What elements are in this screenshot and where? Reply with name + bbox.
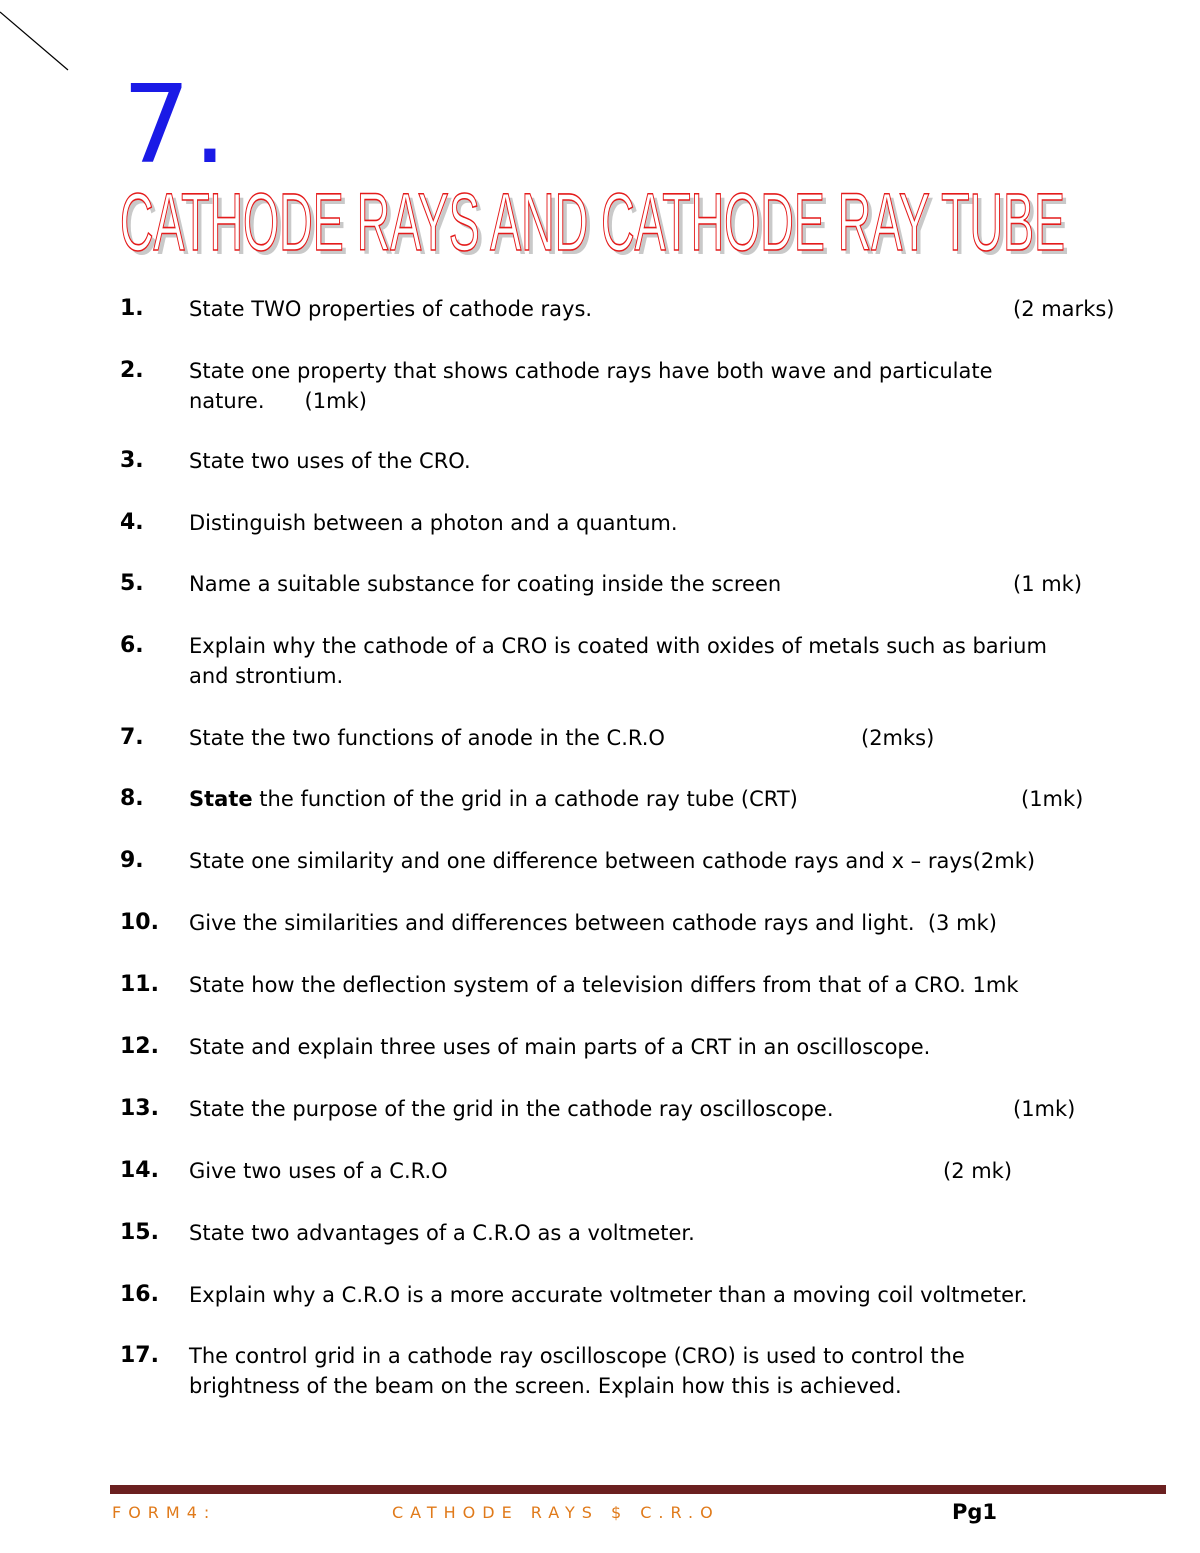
- question-number: 6.: [120, 633, 144, 658]
- question-12: [120, 1032, 1165, 1062]
- chapter-number: 7.: [122, 63, 230, 188]
- question-number: 12.: [120, 1034, 159, 1059]
- question-text: Give two uses of a C.R.O: [189, 1159, 448, 1183]
- question-11: [120, 970, 1165, 1000]
- question-text: State the two functions of anode in the C.R.O: [189, 726, 665, 750]
- question-marks: (1mk): [1021, 787, 1084, 811]
- footer-page-number: Pg1: [952, 1500, 998, 1524]
- question-text: Distinguish between a photon and a quantum.: [189, 511, 678, 535]
- question-bold-word: State: [189, 787, 253, 811]
- chapter-title-text: CATHODE RAYS AND CATHODE RAY TUBE: [120, 177, 1065, 262]
- question-8: [120, 784, 1165, 814]
- question-marks: (1mk): [1013, 1097, 1076, 1121]
- question-14: [120, 1156, 1165, 1186]
- question-text: State TWO properties of cathode rays.: [189, 297, 593, 321]
- question-2: [120, 356, 1165, 416]
- corner-decoration-line: [0, 0, 80, 80]
- question-3: [120, 446, 1165, 476]
- question-number: 10.: [120, 910, 159, 935]
- question-5: [120, 569, 1165, 599]
- question-number: 13.: [120, 1096, 159, 1121]
- question-number: 15.: [120, 1220, 159, 1245]
- question-text: Give the similarities and differences between cathode rays and light. (3 mk): [189, 911, 997, 935]
- question-text-line-1: The control grid in a cathode ray oscilloscope (CRO) is used to control the: [189, 1344, 965, 1368]
- question-text: State how the deflection system of a television differs from that of a CRO. 1mk: [189, 973, 1019, 997]
- question-10: [120, 908, 1165, 938]
- question-1: [120, 294, 1165, 324]
- question-text-line-1: Explain why the cathode of a CRO is coated with oxides of metals such as barium: [189, 634, 1047, 658]
- question-text: Name a suitable substance for coating inside the screen: [189, 572, 782, 596]
- question-text: Explain why a C.R.O is a more accurate voltmeter than a moving coil voltmeter.: [189, 1283, 1028, 1307]
- question-15: [120, 1218, 1165, 1248]
- question-number: 11.: [120, 972, 159, 997]
- question-9: [120, 846, 1165, 876]
- question-17: [120, 1341, 1165, 1401]
- question-number: 7.: [120, 725, 144, 750]
- question-6: [120, 631, 1165, 691]
- question-marks: (1 mk): [1013, 572, 1083, 596]
- question-4: [120, 508, 1165, 538]
- question-number: 2.: [120, 358, 144, 383]
- chapter-title-shadow: CATHODE RAYS AND CATHODE RAY TUBE: [124, 181, 1069, 262]
- question-text-line-2: brightness of the beam on the screen. Explain how this is achieved.: [189, 1374, 902, 1398]
- question-13: [120, 1094, 1165, 1124]
- question-marks: (2 mk): [943, 1159, 1013, 1183]
- question-marks: (2mks): [861, 726, 935, 750]
- question-number: 17.: [120, 1343, 159, 1368]
- question-text: State two advantages of a C.R.O as a voltmeter.: [189, 1221, 695, 1245]
- question-16: [120, 1280, 1165, 1310]
- question-text-rest: the function of the grid in a cathode ray tube (CRT): [252, 787, 798, 811]
- question-text: State the purpose of the grid in the cathode ray oscilloscope.: [189, 1097, 834, 1121]
- question-text: State two uses of the CRO.: [189, 449, 471, 473]
- question-text: State and explain three uses of main parts of a CRT in an oscilloscope.: [189, 1035, 931, 1059]
- question-text: [189, 784, 1165, 814]
- question-marks: (2 marks): [1013, 297, 1115, 321]
- question-number: 5.: [120, 571, 144, 596]
- question-text-line-2: and strontium.: [189, 664, 344, 688]
- question-text-line-2: nature. (1mk): [189, 389, 367, 413]
- question-number: 14.: [120, 1158, 159, 1183]
- footer-form-label: FORM4:: [112, 1503, 217, 1522]
- question-text: State one similarity and one difference between cathode rays and x – rays(2mk): [189, 849, 1036, 873]
- question-number: 8.: [120, 786, 144, 811]
- question-7: [120, 723, 1165, 753]
- question-number: 4.: [120, 510, 144, 535]
- footer-topic: CATHODE RAYS $ C.R.O: [392, 1503, 720, 1522]
- question-number: 1.: [120, 296, 144, 321]
- question-number: 3.: [120, 448, 144, 473]
- question-text-line-1: State one property that shows cathode rays have both wave and particulate: [189, 359, 993, 383]
- chapter-title: [118, 172, 1078, 262]
- footer-rule: [110, 1485, 1166, 1494]
- question-number: 9.: [120, 848, 144, 873]
- question-number: 16.: [120, 1282, 159, 1307]
